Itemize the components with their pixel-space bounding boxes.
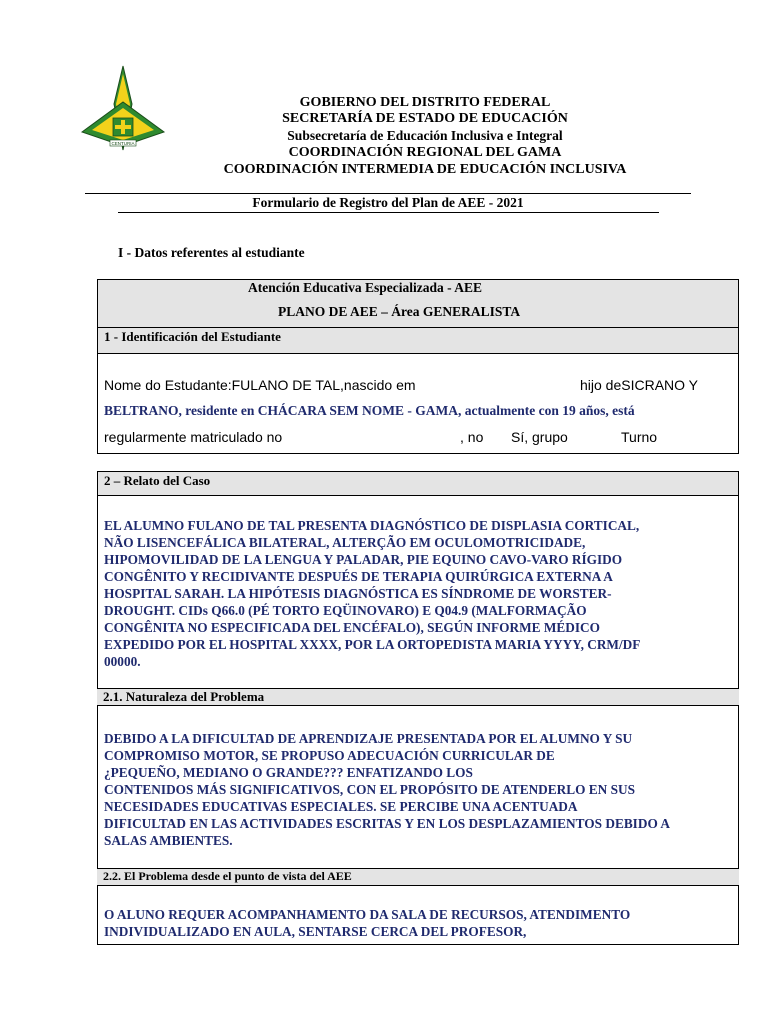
nature-line: NECESIDADES EDUCATIVAS ESPECIALES. SE PERCIBE UNA ACENTUADA: [104, 799, 578, 814]
residence-line: BELTRANO, residente en CHÁCARA SEM NOME - GAMA, actualmente con 19 años, está: [104, 403, 635, 418]
problem-nature-text: [104, 730, 756, 849]
identification-box: [97, 279, 739, 454]
aee-plan-title: PLANO DE AEE – Área GENERALISTA: [278, 304, 521, 319]
header-secretariat: SECRETARÍA DE ESTADO DE EDUCACIÓN: [282, 111, 568, 126]
nature-line: CONTENIDOS MÁS SIGNIFICATIVOS, CON EL PROPÓSITO DE ATENDERLO EN SUS: [104, 782, 635, 797]
case-report-header: 2 – Relato del Caso: [98, 472, 738, 496]
student-name-label: Nome do Estudante:FULANO DE TAL,nascido em: [104, 377, 416, 393]
viewpoint-line: INDIVIDUALIZADO EN AULA, SENTARSE CERCA DEL PROFESOR,: [104, 924, 527, 939]
nature-line: DEBIDO A LA DIFICULTAD DE APRENDIZAJE PRESENTADA POR EL ALUMNO Y SU: [104, 731, 633, 746]
nature-line: ¿PEQUEÑO, MEDIANO O GRANDE??? ENFATIZANDO LOS: [104, 765, 473, 780]
case-line: HIPOMOVILIDAD DE LA LENGUA Y PALADAR, PIE EQUINO CAVO-VARO RÍGIDO: [104, 552, 623, 567]
header-rule-bottom: [118, 212, 659, 213]
case-line: EXPEDIDO POR EL HOSPITAL XXXX, POR LA ORTOPEDISTA MARIA YYYY, CRM/DF: [104, 637, 641, 652]
case-line: CONGÊNITO Y RECIDIVANTE DESPUÉS DE TERAPIA QUIRÚRGICA EXTERNA A: [104, 569, 613, 584]
problem-nature-header: 2.1. Naturaleza del Problema: [97, 688, 739, 706]
case-report-text: [104, 517, 756, 670]
header-rule-top: [85, 193, 691, 194]
aee-viewpoint-header: 2.2. El Problema desde el punto de vista del AEE: [97, 868, 739, 886]
identification-header: 1 - Identificación del Estudiante: [98, 328, 738, 354]
case-line: HOSPITAL SARAH. LA HIPÓTESIS DIAGNÓSTICA ES SÍNDROME DE WORSTER-: [104, 586, 612, 601]
case-line: DROUGHT. CIDs Q66.0 (PÉ TORTO EQÜINOVARO) E Q04.9 (MALFORMAÇÃO: [104, 603, 587, 618]
yes-group-label: Sí, grupo: [511, 429, 568, 445]
shift-label: Turno: [621, 429, 658, 445]
section-title-student-data: I - Datos referentes al estudiante: [118, 245, 305, 260]
case-line: NÃO LISENCEFÁLICA BILATERAL, ALTERÇÃO EM OCULOMOTRICIDADE,: [104, 535, 586, 550]
parent-name-label: hijo deSICRANO Y: [580, 377, 699, 393]
no-label: , no: [460, 429, 484, 445]
header-intermediate-coordination: COORDINACIÓN INTERMEDIA DE EDUCACIÓN INCLUSIVA: [223, 162, 627, 177]
nature-line: SALAS AMBIENTES.: [104, 833, 233, 848]
nature-line: DIFICULTAD EN LAS ACTIVIDADES ESCRITAS Y EN LOS DESPLAZAMIENTOS DEBIDO A: [104, 816, 670, 831]
header-subsecretariat: Subsecretaría de Educación Inclusiva e Integral: [287, 128, 563, 143]
case-line: CONGÊNITA NO ESPECIFICADA DEL ENCÉFALO), SEGÚN INFORME MÉDICO: [104, 620, 600, 635]
form-title: Formulario de Registro del Plan de AEE - 2021: [252, 195, 524, 210]
aee-title-bar: [98, 280, 738, 328]
enrolled-label: regularmente matriculado no: [104, 429, 283, 445]
case-line: 00000.: [104, 654, 141, 669]
header-regional-coordination: COORDINACIÓN REGIONAL DEL GAMA: [288, 145, 562, 160]
aee-viewpoint-text: [104, 906, 756, 940]
crest-motto: CENTURIA: [111, 141, 135, 146]
viewpoint-line: O ALUNO REQUER ACOMPANHAMENTO DA SALA DE RECURSOS, ATENDIMENTO: [104, 907, 631, 922]
nature-line: COMPROMISO MOTOR, SE PROPUSO ADECUACIÓN CURRICULAR DE: [104, 748, 555, 763]
aee-title: Atención Educativa Especializada - AEE: [248, 280, 483, 295]
case-line: EL ALUMNO FULANO DE TAL PRESENTA DIAGNÓSTICO DE DISPLASIA CORTICAL,: [104, 518, 640, 533]
header-government: GOBIERNO DEL DISTRITO FEDERAL: [299, 95, 551, 110]
